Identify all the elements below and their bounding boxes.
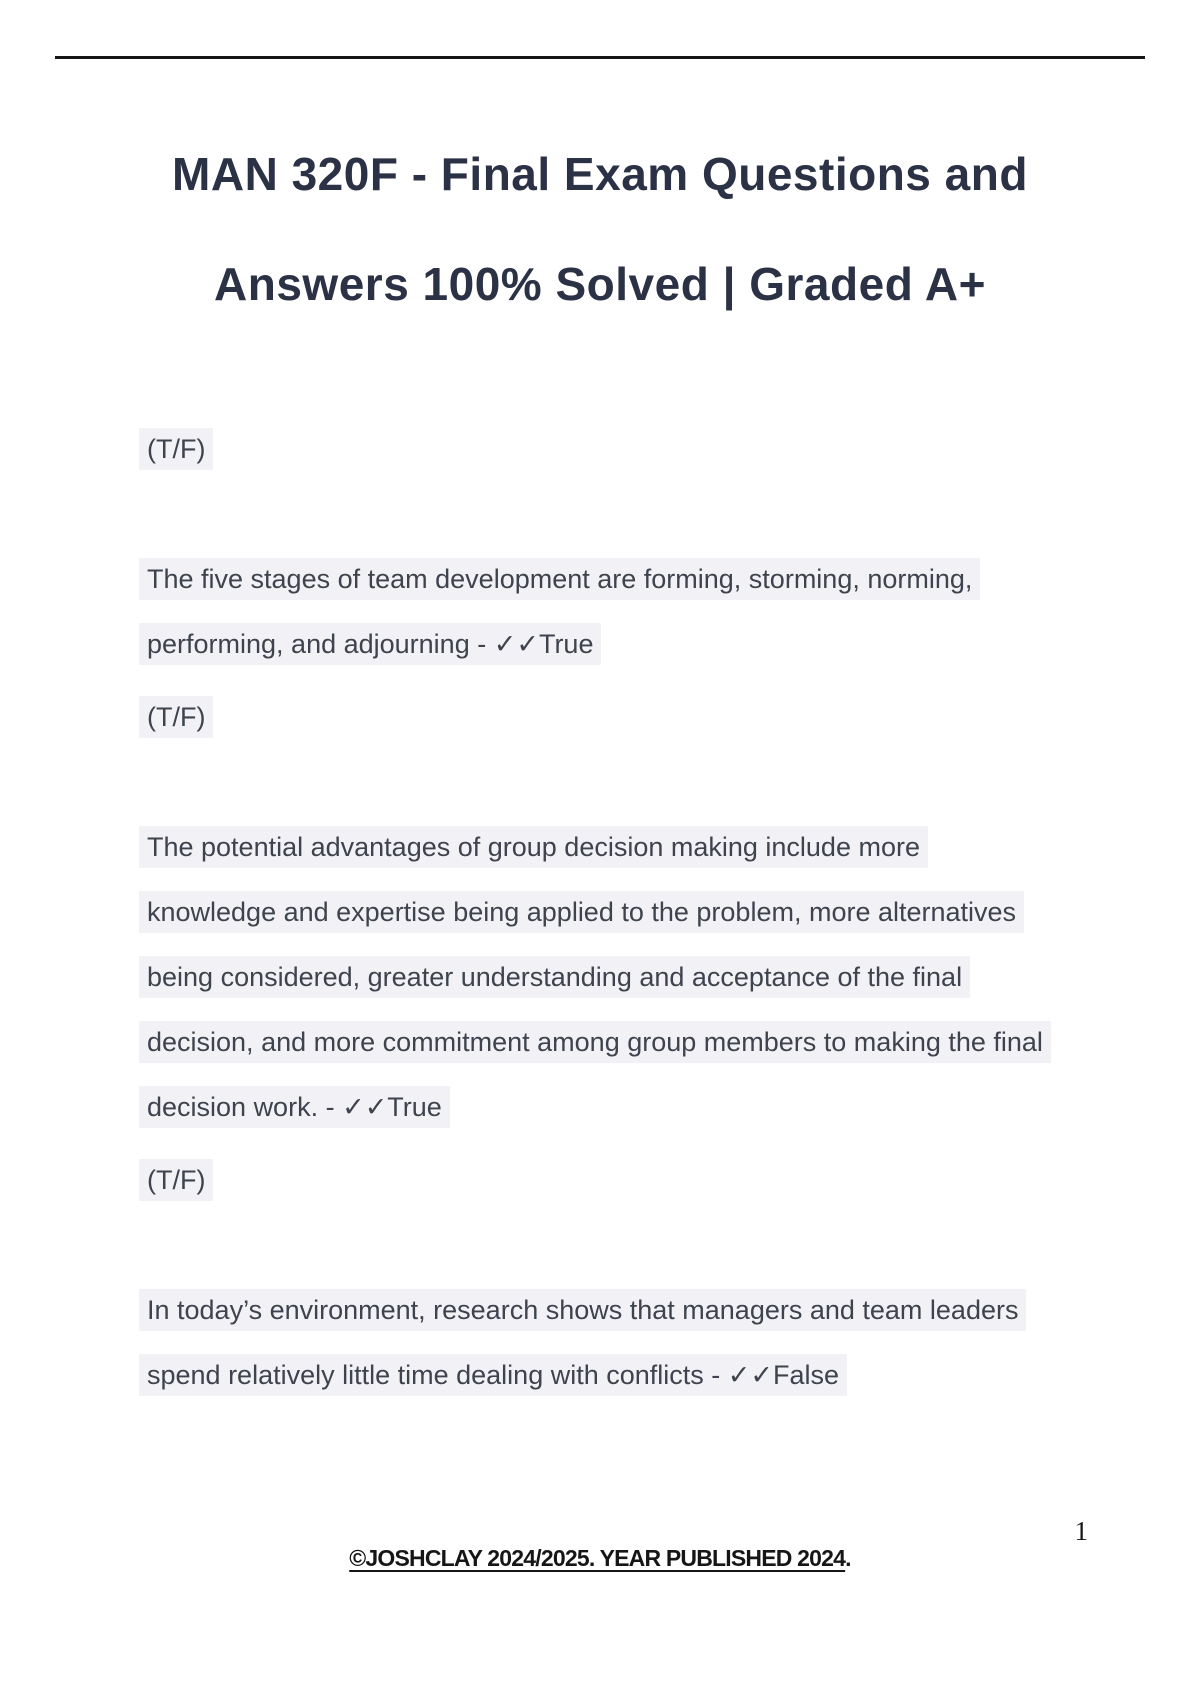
question-line (139, 1010, 1080, 1075)
tf-label-text: (T/F) (139, 1159, 213, 1201)
question-line-text: spend relatively little time dealing with conflicts - ✓✓False (139, 1354, 847, 1396)
spacer (139, 750, 1080, 815)
tf-label-text: (T/F) (139, 696, 213, 738)
question-line (139, 547, 1080, 612)
page-title-line-2: Answers 100% Solved | Graded A+ (214, 258, 986, 310)
question-line-text: performing, and adjourning - ✓✓True (139, 623, 601, 665)
question-line-text: decision work. - ✓✓True (139, 1086, 450, 1128)
question-line-text: knowledge and expertise being applied to the problem, more alternatives (139, 891, 1024, 933)
question-line-text: being considered, greater understanding and acceptance of the final (139, 956, 970, 998)
footer (0, 1545, 1200, 1572)
spacer (139, 482, 1080, 547)
question-line (139, 815, 1080, 880)
question-line-text: In today’s environment, research shows that managers and team leaders (139, 1289, 1026, 1331)
tf-label (139, 417, 1080, 482)
tf-label (139, 685, 1080, 750)
spacer (139, 1213, 1080, 1278)
question-line (139, 1278, 1080, 1343)
page-title-line-1: MAN 320F - Final Exam Questions and (172, 148, 1028, 200)
question-line-text: The potential advantages of group decision making include more (139, 826, 928, 868)
footer-period: . (845, 1545, 851, 1571)
document-body (139, 417, 1080, 1408)
question-line (139, 880, 1080, 945)
question-line (139, 945, 1080, 1010)
footer-copyright-text: ©JOSHCLAY 2024/2025. YEAR PUBLISHED 2024 (349, 1545, 846, 1571)
question-line (139, 1075, 1080, 1140)
tf-label-text: (T/F) (139, 428, 213, 470)
question-line (139, 1343, 1080, 1408)
page-number: 1 (1074, 1516, 1088, 1546)
question-line-text: decision, and more commitment among group members to making the final (139, 1021, 1051, 1063)
tf-label (139, 1148, 1080, 1213)
page-title (0, 119, 1200, 339)
question-line-text: The five stages of team development are forming, storming, norming, (139, 558, 980, 600)
top-rule (55, 56, 1145, 59)
question-line (139, 612, 1080, 677)
